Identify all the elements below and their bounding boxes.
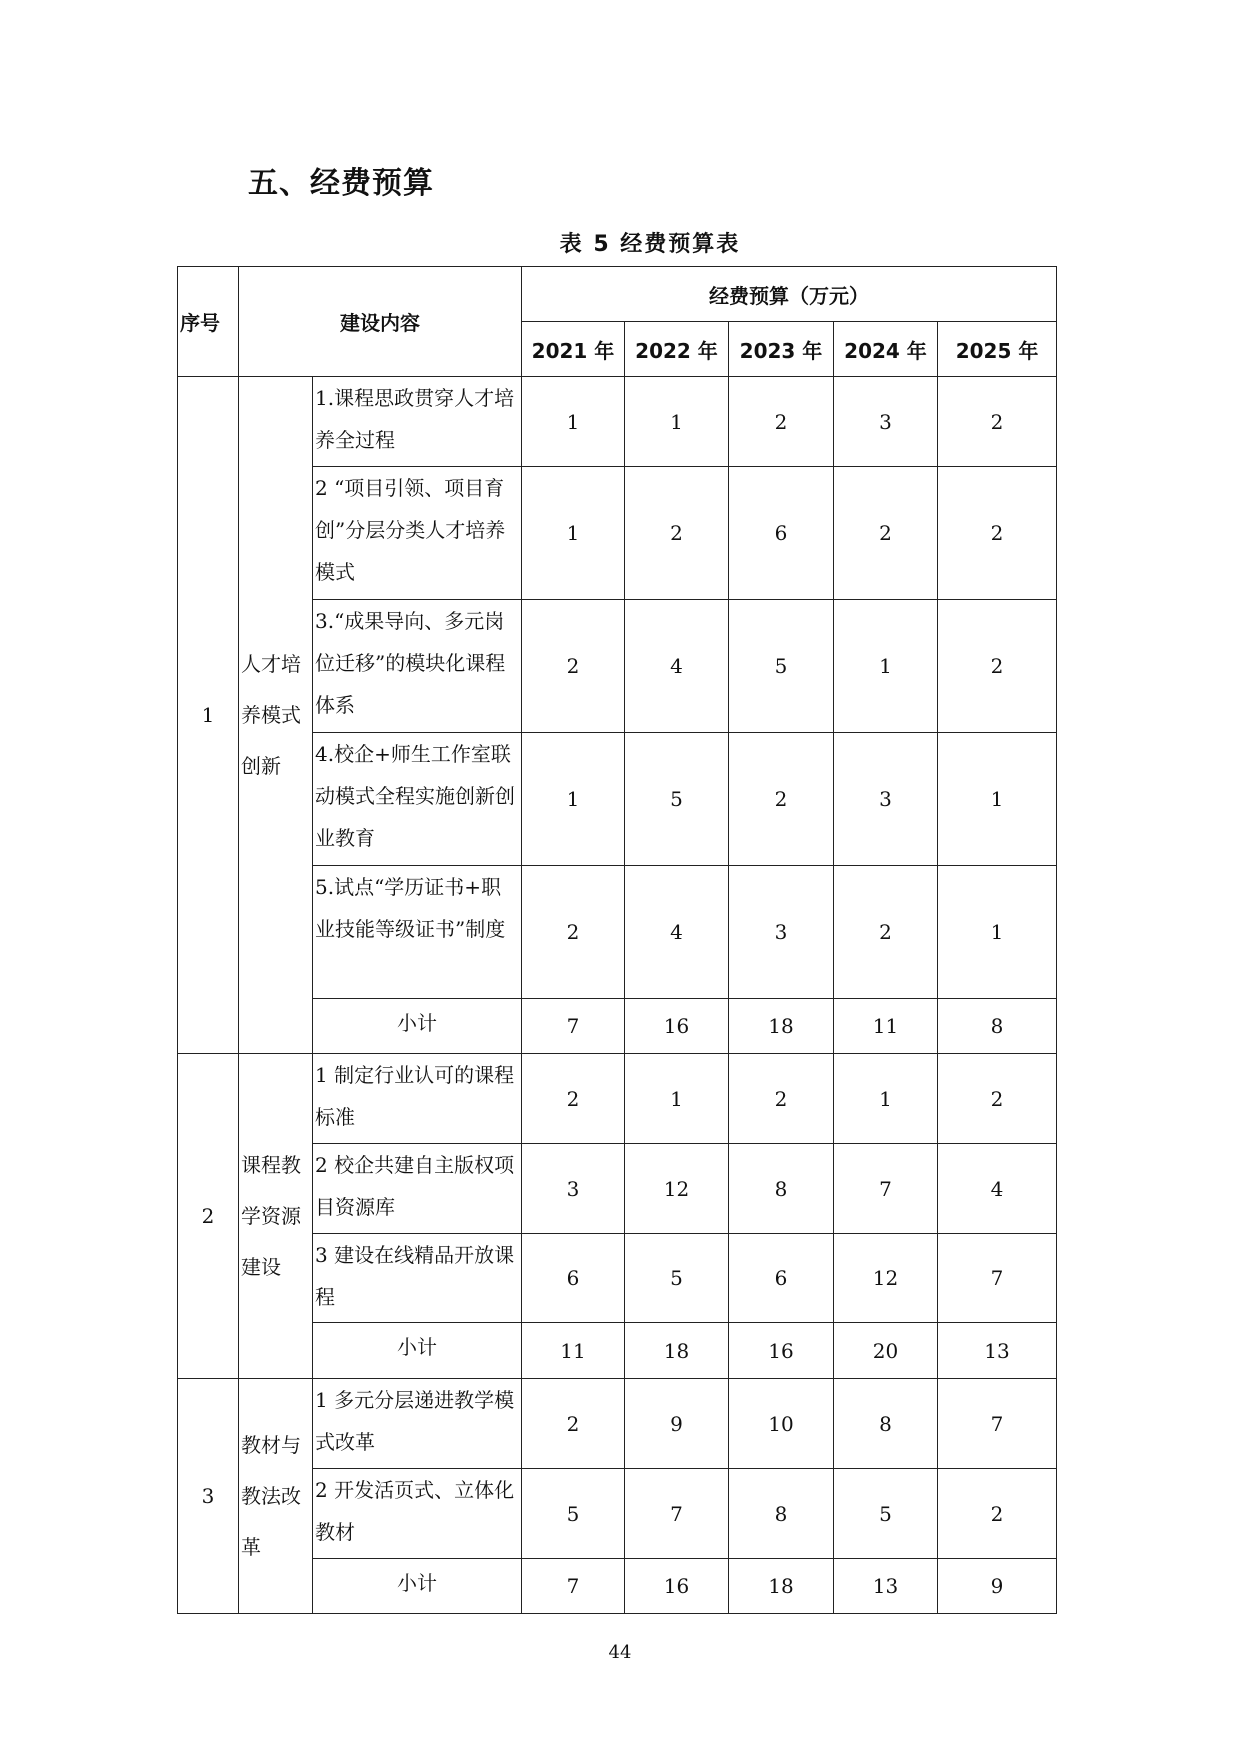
row-category: 课程教学资源建设 bbox=[239, 1054, 313, 1379]
subtotal-value: 7 bbox=[522, 999, 625, 1054]
header-year: 2022 年 bbox=[625, 322, 729, 377]
budget-value: 2 bbox=[938, 467, 1057, 600]
budget-value: 4 bbox=[938, 1144, 1057, 1234]
budget-value: 1 bbox=[522, 377, 625, 467]
row-item: 3 建设在线精品开放课程 bbox=[313, 1234, 522, 1323]
budget-value: 5 bbox=[625, 1234, 729, 1323]
row-item: 1 制定行业认可的课程标准 bbox=[313, 1054, 522, 1144]
budget-value: 4 bbox=[625, 600, 729, 733]
subtotal-value: 16 bbox=[625, 999, 729, 1054]
budget-value: 3 bbox=[834, 377, 938, 467]
row-seq: 3 bbox=[178, 1379, 239, 1614]
budget-value: 1 bbox=[522, 467, 625, 600]
budget-value: 8 bbox=[729, 1469, 834, 1559]
table-row bbox=[178, 1054, 1057, 1144]
budget-value: 1 bbox=[938, 866, 1057, 999]
header-year: 2021 年 bbox=[522, 322, 625, 377]
subtotal-value: 9 bbox=[938, 1559, 1057, 1614]
header-year: 2023 年 bbox=[729, 322, 834, 377]
budget-value: 7 bbox=[625, 1469, 729, 1559]
budget-value: 2 bbox=[522, 866, 625, 999]
budget-value: 9 bbox=[625, 1379, 729, 1469]
budget-value: 2 bbox=[938, 1054, 1057, 1144]
subtotal-value: 18 bbox=[729, 999, 834, 1054]
budget-value: 5 bbox=[834, 1469, 938, 1559]
subtotal-value: 16 bbox=[729, 1323, 834, 1379]
subtotal-label: 小计 bbox=[313, 999, 522, 1054]
budget-value: 6 bbox=[522, 1234, 625, 1323]
budget-value: 2 bbox=[834, 866, 938, 999]
header-year: 2024 年 bbox=[834, 322, 938, 377]
budget-value: 1 bbox=[938, 733, 1057, 866]
row-category: 人才培养模式创新 bbox=[239, 377, 313, 1054]
budget-value: 2 bbox=[834, 467, 938, 600]
row-item: 2 校企共建自主版权项目资源库 bbox=[313, 1144, 522, 1234]
header-seq: 序号 bbox=[178, 267, 239, 377]
budget-value: 7 bbox=[834, 1144, 938, 1234]
row-item: 4.校企+师生工作室联动模式全程实施创新创业教育 bbox=[313, 733, 522, 866]
subtotal-value: 11 bbox=[834, 999, 938, 1054]
budget-value: 4 bbox=[625, 866, 729, 999]
budget-value: 2 bbox=[938, 377, 1057, 467]
budget-value: 3 bbox=[834, 733, 938, 866]
subtotal-value: 13 bbox=[834, 1559, 938, 1614]
subtotal-value: 11 bbox=[522, 1323, 625, 1379]
row-category: 教材与教法改革 bbox=[239, 1379, 313, 1614]
subtotal-value: 7 bbox=[522, 1559, 625, 1614]
row-item: 5.试点“学历证书+职业技能等级证书”制度 bbox=[313, 866, 522, 999]
page-number: 44 bbox=[608, 1642, 632, 1663]
budget-value: 1 bbox=[625, 377, 729, 467]
budget-value: 2 bbox=[729, 1054, 834, 1144]
budget-value: 12 bbox=[834, 1234, 938, 1323]
budget-value: 2 bbox=[729, 733, 834, 866]
row-item: 1 多元分层递进教学模式改革 bbox=[313, 1379, 522, 1469]
budget-value: 2 bbox=[522, 1054, 625, 1144]
row-seq: 1 bbox=[178, 377, 239, 1054]
budget-value: 8 bbox=[834, 1379, 938, 1469]
table-row bbox=[178, 1379, 1057, 1469]
budget-value: 10 bbox=[729, 1379, 834, 1469]
subtotal-value: 20 bbox=[834, 1323, 938, 1379]
budget-value: 6 bbox=[729, 1234, 834, 1323]
row-item: 1.课程思政贯穿人才培养全过程 bbox=[313, 377, 522, 467]
subtotal-value: 16 bbox=[625, 1559, 729, 1614]
subtotal-value: 18 bbox=[625, 1323, 729, 1379]
header-year: 2025 年 bbox=[938, 322, 1057, 377]
budget-value: 5 bbox=[522, 1469, 625, 1559]
budget-value: 3 bbox=[522, 1144, 625, 1234]
budget-value: 1 bbox=[625, 1054, 729, 1144]
budget-value: 12 bbox=[625, 1144, 729, 1234]
table-caption: 表 5 经费预算表 bbox=[559, 232, 741, 257]
header-budget: 经费预算（万元） bbox=[522, 267, 1057, 322]
budget-value: 8 bbox=[729, 1144, 834, 1234]
budget-value: 5 bbox=[729, 600, 834, 733]
row-item: 2 开发活页式、立体化教材 bbox=[313, 1469, 522, 1559]
budget-value: 2 bbox=[522, 1379, 625, 1469]
budget-value: 1 bbox=[834, 600, 938, 733]
table-row bbox=[178, 377, 1057, 467]
subtotal-value: 18 bbox=[729, 1559, 834, 1614]
budget-value: 3 bbox=[729, 866, 834, 999]
budget-value: 1 bbox=[834, 1054, 938, 1144]
budget-value: 2 bbox=[625, 467, 729, 600]
row-item: 3.“成果导向、多元岗位迁移”的模块化课程体系 bbox=[313, 600, 522, 733]
subtotal-value: 13 bbox=[938, 1323, 1057, 1379]
section-title: 五、经费预算 bbox=[248, 166, 434, 201]
budget-value: 5 bbox=[625, 733, 729, 866]
subtotal-label: 小计 bbox=[313, 1559, 522, 1614]
subtotal-label: 小计 bbox=[313, 1323, 522, 1379]
budget-value: 6 bbox=[729, 467, 834, 600]
budget-value: 2 bbox=[938, 1469, 1057, 1559]
budget-value: 1 bbox=[522, 733, 625, 866]
header-content: 建设内容 bbox=[239, 267, 522, 377]
budget-value: 7 bbox=[938, 1234, 1057, 1323]
budget-value: 7 bbox=[938, 1379, 1057, 1469]
budget-value: 2 bbox=[522, 600, 625, 733]
budget-table bbox=[177, 266, 1057, 1614]
budget-value: 2 bbox=[938, 600, 1057, 733]
row-seq: 2 bbox=[178, 1054, 239, 1379]
budget-value: 2 bbox=[729, 377, 834, 467]
row-item: 2 “项目引领、项目育创”分层分类人才培养模式 bbox=[313, 467, 522, 600]
subtotal-value: 8 bbox=[938, 999, 1057, 1054]
